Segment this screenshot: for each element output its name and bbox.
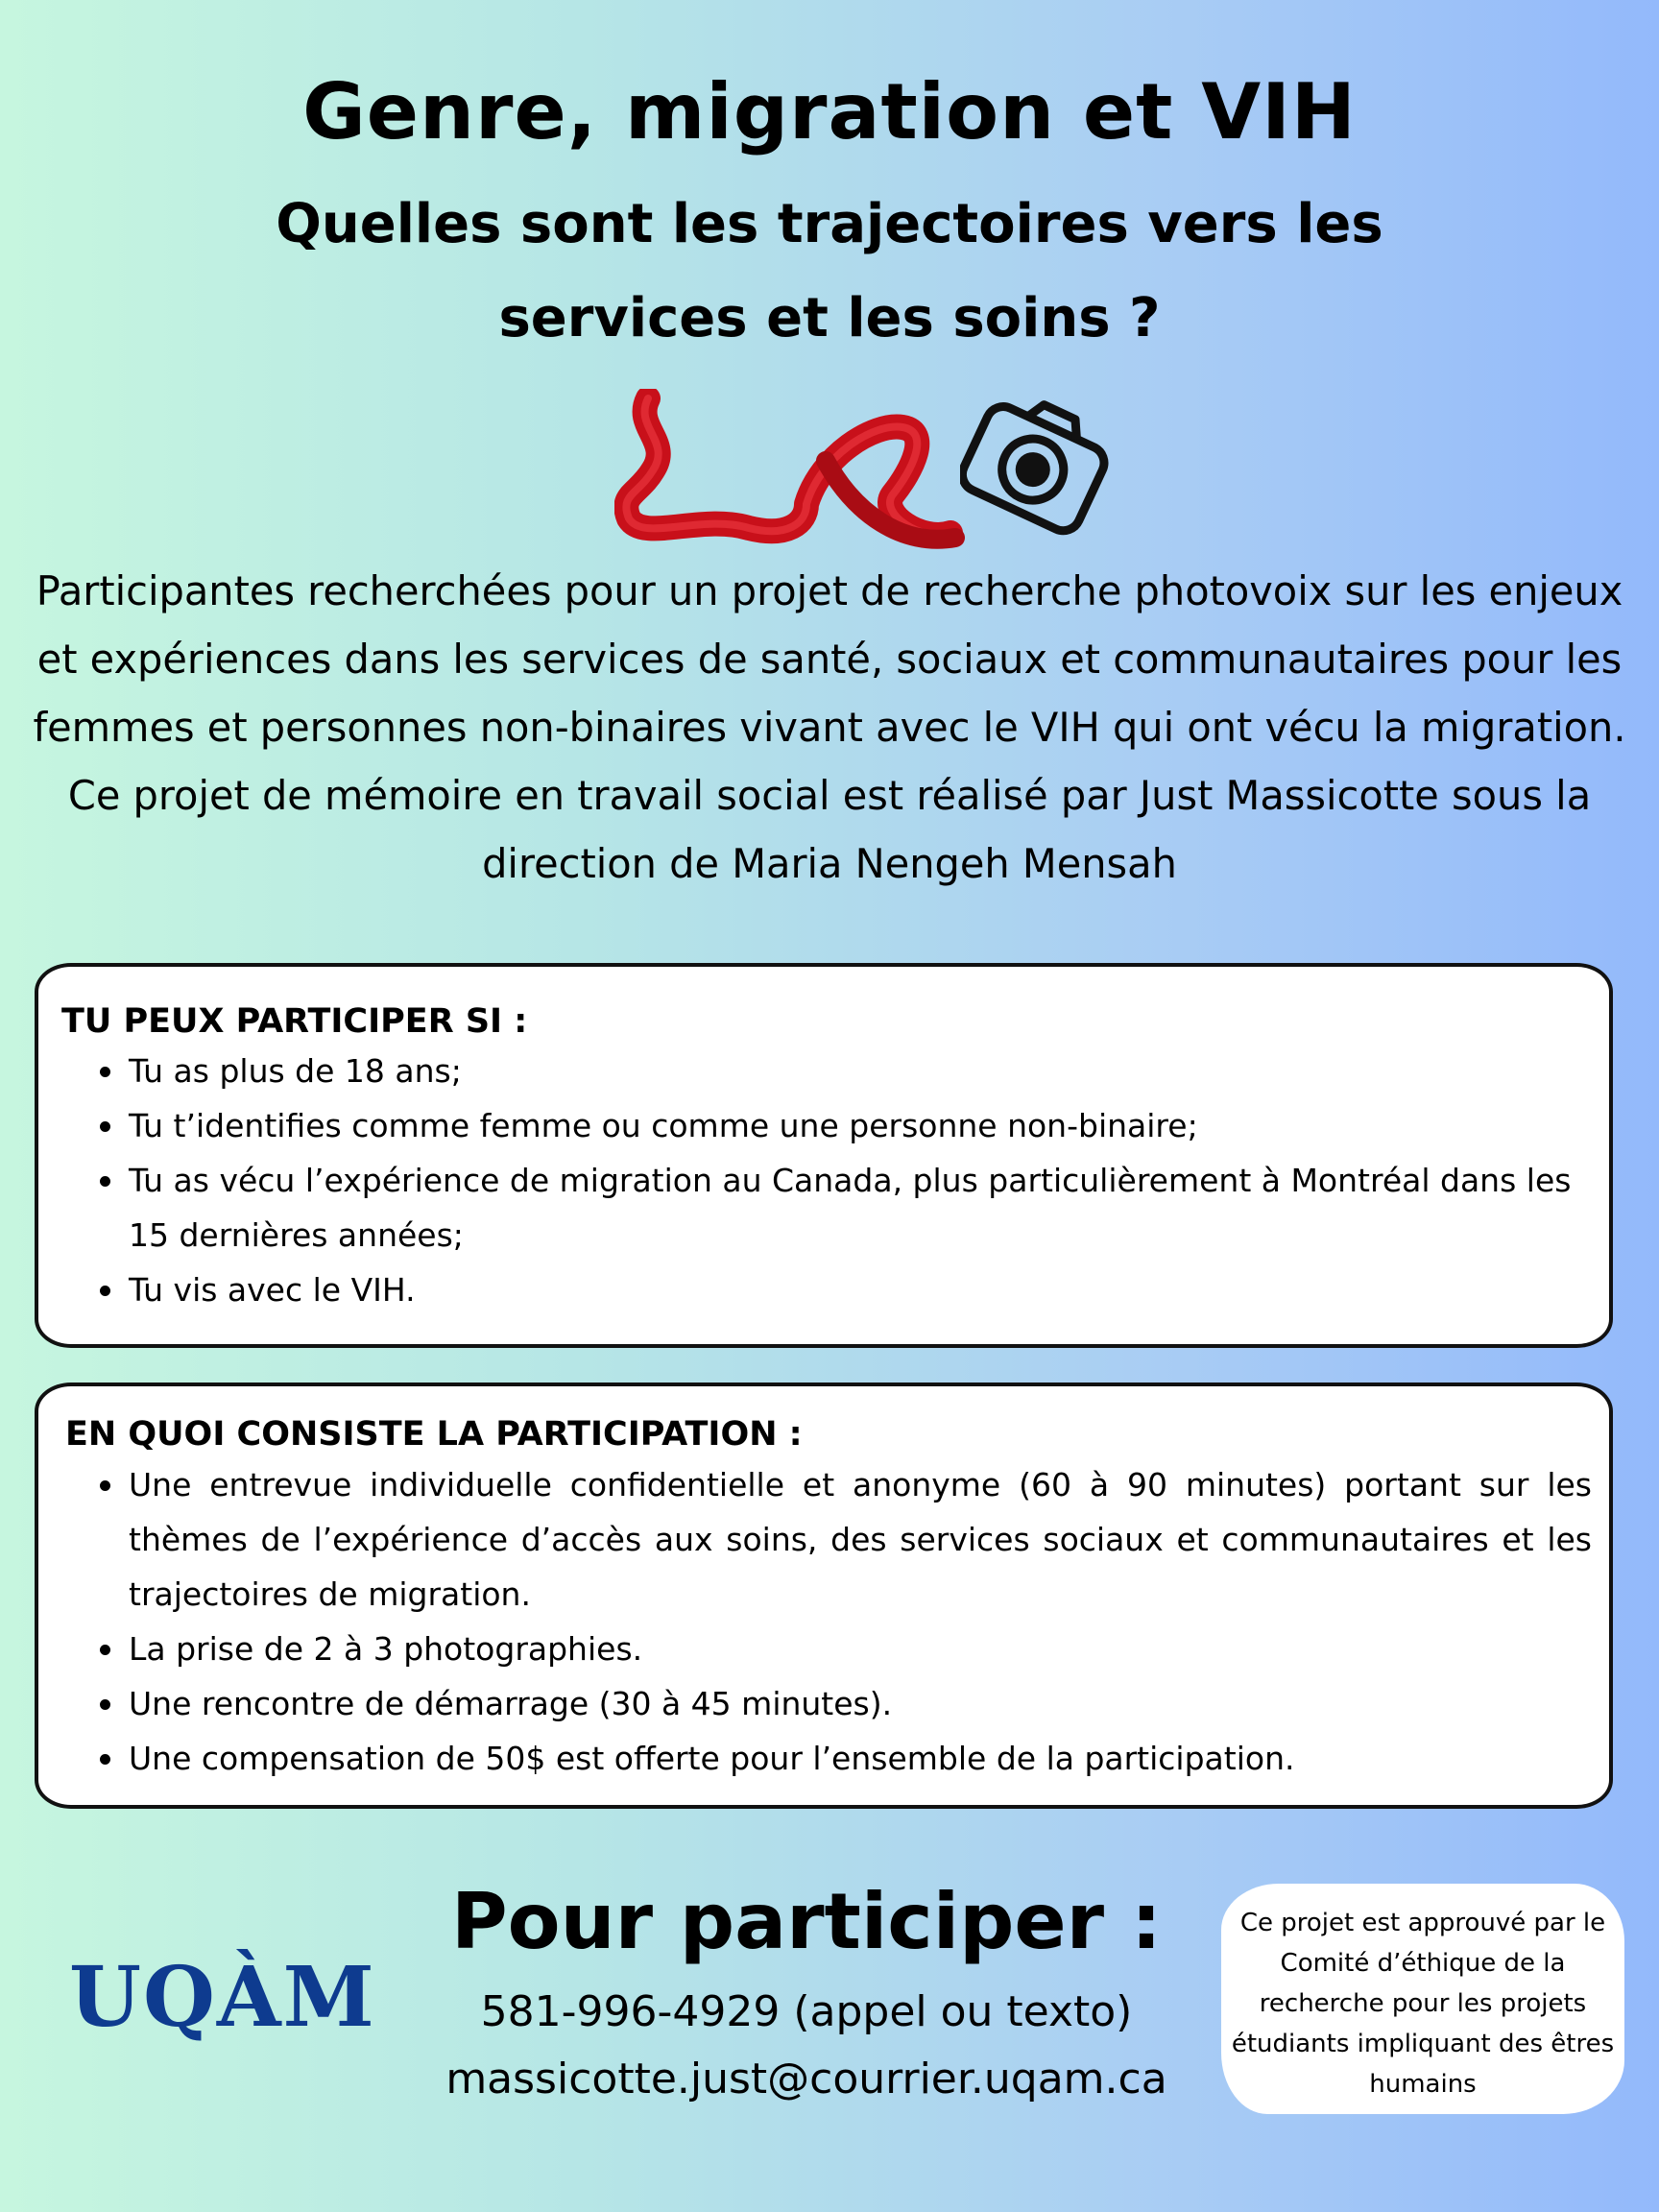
- intro-text: [29, 557, 1630, 898]
- list-item: Une rencontre de démarrage (30 à 45 minutes).: [94, 1676, 1592, 1731]
- list-item: Tu as vécu l’expérience de migration au Canada, plus particulièrement à Montréal dans les 15 dernières années;: [94, 1153, 1592, 1262]
- red-ribbon-icon: [614, 389, 970, 552]
- contact-phone[interactable]: 581-996-4929 (appel ou texto): [480, 1987, 1133, 2036]
- eligibility-list: [94, 1044, 1592, 1317]
- eligibility-box: [35, 963, 1613, 1348]
- list-item: Une compensation de 50$ est offerte pour l’ensemble de la participation.: [94, 1731, 1592, 1786]
- camera-icon: [960, 384, 1114, 538]
- list-item: Tu as plus de 18 ans;: [94, 1044, 1592, 1098]
- intro-paragraph: Participantes recherchées pour un projet de recherche photovoix sur les enjeux et expériences dans les services de santé, sociaux et communautaires pour les femmes et personnes non-binaires vivant avec le VIH qui ont vécu la migration.: [33, 567, 1626, 751]
- list-item: La prise de 2 à 3 photographies.: [94, 1622, 1592, 1676]
- list-item: Tu vis avec le VIH.: [94, 1262, 1592, 1317]
- contact-title: Pour participer :: [451, 1877, 1162, 1966]
- eligibility-title: TU PEUX PARTICIPER SI :: [61, 1002, 528, 1041]
- page-subtitle: Quelles sont les trajectoires vers les services et les soins ?: [276, 193, 1383, 349]
- participation-box: [35, 1382, 1613, 1809]
- list-item: Tu t’identifies comme femme ou comme une personne non-binaire;: [94, 1098, 1592, 1153]
- contact-email[interactable]: massicotte.just@courrier.uqam.ca: [445, 2055, 1167, 2104]
- uqam-logo: UQÀM: [69, 1949, 376, 2046]
- page-title: Genre, migration et VIH: [302, 67, 1357, 156]
- list-item: Une entrevue individuelle confidentielle et anonyme (60 à 90 minutes) portant sur les thèmes de l’expérience d’accès aux soins, des services sociaux et communautaires et les trajectoires de migration.: [94, 1457, 1592, 1622]
- intro-credits: Ce projet de mémoire en travail social est réalisé par Just Massicotte sous la direction de Maria Nengeh Mensah: [67, 772, 1592, 887]
- ethics-approval-note: Ce projet est approuvé par le Comité d’éthique de la recherche pour les projets étudiants impliquant des êtres humains: [1221, 1884, 1624, 2114]
- participation-title: EN QUOI CONSISTE LA PARTICIPATION :: [65, 1415, 803, 1454]
- participation-list: [94, 1457, 1592, 1786]
